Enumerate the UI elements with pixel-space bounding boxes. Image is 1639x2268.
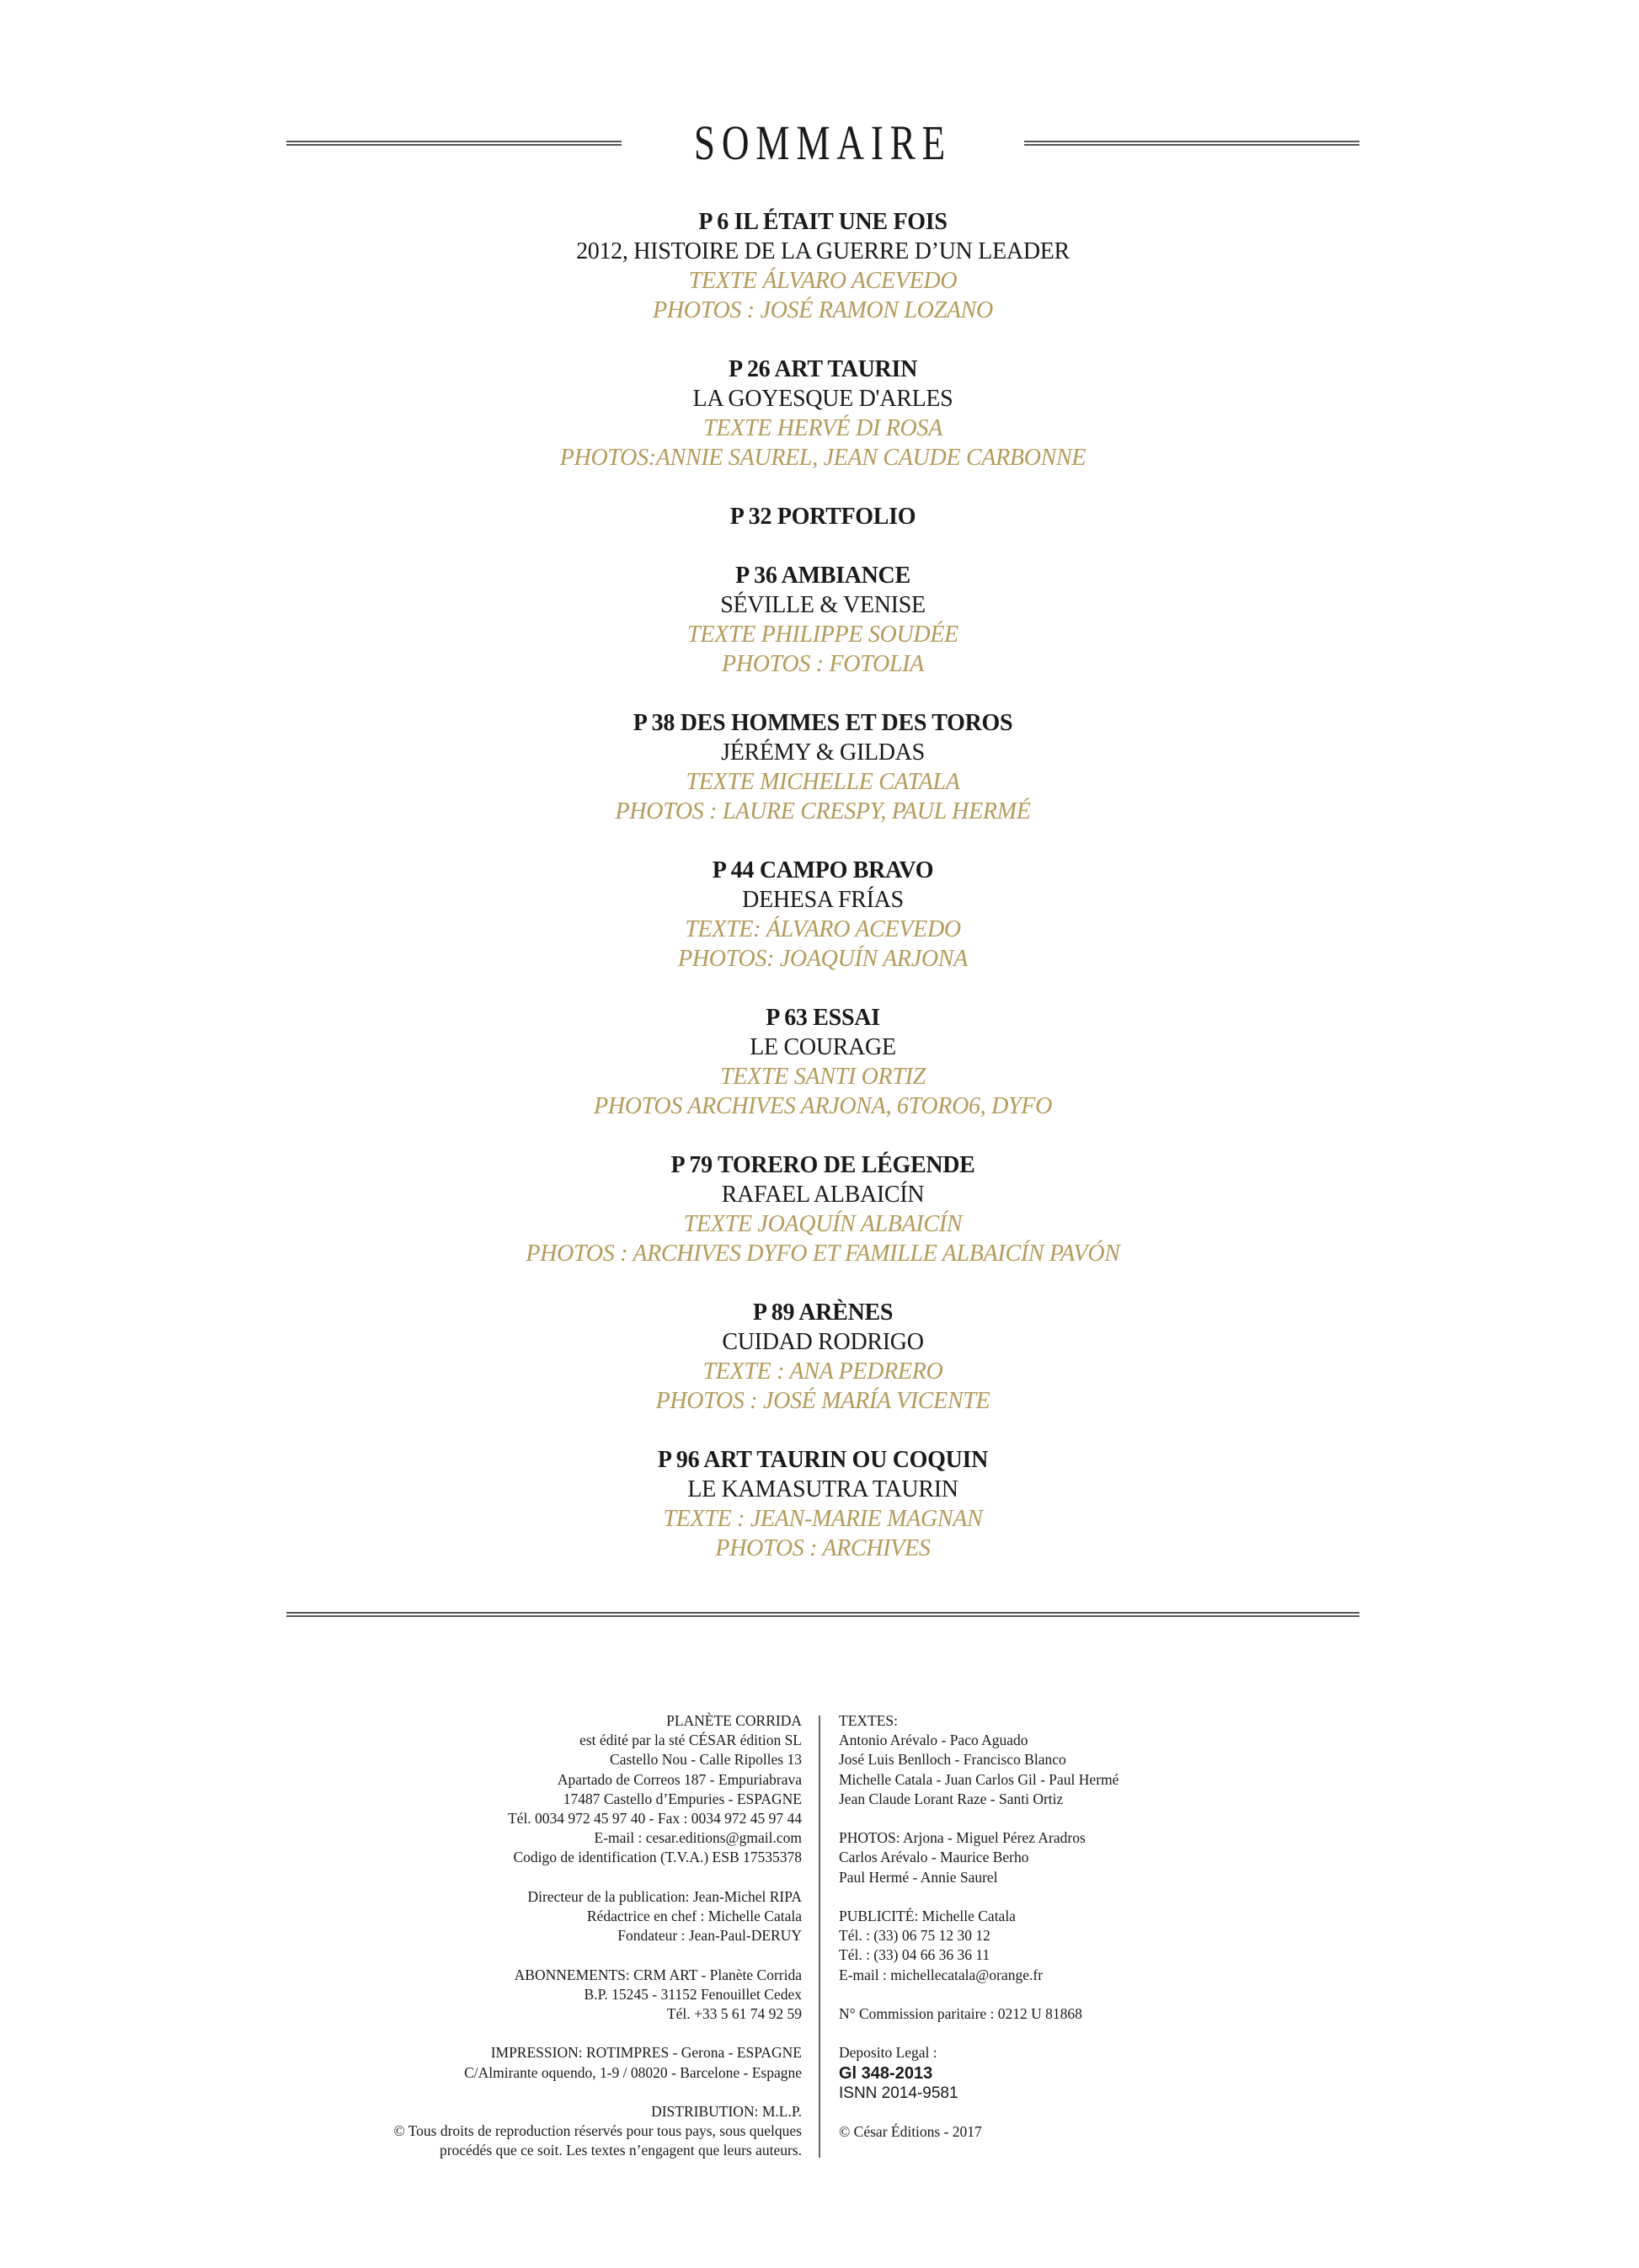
editor-line: Rédactrice en chef : Michelle Catala bbox=[586, 1908, 802, 1925]
address-line: 17487 Castello d’Empuries - ESPAGNE bbox=[563, 1790, 802, 1807]
texts-authors: José Luis Benlloch - Francisco Blanco bbox=[839, 1751, 1066, 1769]
toc-heading: P 44 CAMPO BRAVO bbox=[712, 857, 934, 883]
founder-line: Fondateur : Jean-Paul-DERUY bbox=[617, 1927, 802, 1945]
phone-fax-line: Tél. 0034 972 45 97 40 - Fax : 0034 972 45 97 44 bbox=[507, 1810, 802, 1828]
email-line: E-mail : cesar.editions@gmail.com bbox=[594, 1829, 802, 1847]
texts-authors: Antonio Arévalo - Paco Aguado bbox=[839, 1732, 1028, 1749]
toc-credit-text: TEXTE ÁLVARO ACEVEDO bbox=[688, 268, 958, 294]
texts-authors: Michelle Catala - Juan Carlos Gil - Paul Hermé bbox=[839, 1770, 1119, 1788]
toc-heading: P 36 AMBIANCE bbox=[735, 563, 910, 589]
advertising-contact: PUBLICITÉ: Michelle Catala bbox=[839, 1908, 1016, 1924]
toc-credit-photos: PHOTOS : JOSÉ RAMON LOZANO bbox=[653, 297, 993, 323]
printing-address: C/Almirante oquendo, 1-9 / 08020 - Barcelone - Espagne bbox=[464, 2063, 802, 2081]
page-title: SOMMAIRE bbox=[693, 115, 953, 170]
toc-credit-text: TEXTE PHILIPPE SOUDÉE bbox=[687, 622, 958, 648]
toc-entry bbox=[286, 207, 1359, 325]
toc-credit-text: TEXTE: ÁLVARO ACEVEDO bbox=[685, 916, 961, 942]
toc-credit-text: TEXTE HERVÉ DI ROSA bbox=[703, 415, 942, 441]
toc-subtitle: 2012, HISTOIRE DE LA GUERRE D’UN LEADER bbox=[576, 238, 1070, 264]
toc-credit-photos: PHOTOS : FOTOLIA bbox=[722, 651, 924, 677]
subscriptions-phone: Tél. +33 5 61 74 92 59 bbox=[666, 2005, 802, 2023]
table-of-contents bbox=[286, 207, 1359, 1593]
toc-entry bbox=[286, 856, 1359, 974]
publisher-line: est édité par la sté CÉSAR édition SL bbox=[579, 1732, 802, 1749]
toc-heading: P 6 IL ÉTAIT UNE FOIS bbox=[698, 209, 948, 235]
toc-entry bbox=[286, 502, 1359, 531]
distribution-line: DISTRIBUTION: M.L.P. bbox=[651, 2103, 802, 2120]
toc-subtitle: SÉVILLE & VENISE bbox=[720, 592, 926, 618]
photos-credits: Carlos Arévalo - Maurice Berho bbox=[839, 1849, 1029, 1866]
toc-credit-photos: PHOTOS : ARCHIVES DYFO ET FAMILLE ALBAICÍN PAVÓN bbox=[526, 1241, 1120, 1267]
toc-credit-photos: PHOTOS : LAURE CRESPY, PAUL HERMÉ bbox=[615, 798, 1031, 824]
photos-credits: Paul Hermé - Annie Saurel bbox=[839, 1868, 998, 1886]
copyright-notice: © César Éditions - 2017 bbox=[839, 2122, 982, 2140]
advertising-email: E-mail : michellecatala@orange.fr bbox=[839, 1966, 1044, 1983]
toc-heading: P 79 TORERO DE LÉGENDE bbox=[670, 1152, 975, 1178]
issn-number: ISNN 2014-9581 bbox=[839, 2084, 958, 2102]
toc-entry bbox=[286, 1003, 1359, 1121]
title-rule-right bbox=[1024, 141, 1359, 146]
column-divider bbox=[819, 1716, 820, 2158]
toc-credit-text: TEXTE : ANA PEDRERO bbox=[702, 1358, 943, 1385]
toc-heading: P 32 PORTFOLIO bbox=[729, 504, 916, 530]
texts-authors: Jean Claude Lorant Raze - Santi Ortiz bbox=[839, 1790, 1064, 1807]
rights-notice: procédés que ce soit. Les textes n’engagent que leurs auteurs. bbox=[439, 2142, 802, 2159]
printing-line: IMPRESSION: ROTIMPRES - Gerona - ESPAGNE bbox=[490, 2044, 802, 2062]
photos-credits: PHOTOS: Arjona - Miguel Pérez Aradros bbox=[839, 1829, 1086, 1847]
toc-entry bbox=[286, 1298, 1359, 1416]
vat-line: Codigo de identification (T.V.A.) ESB 17535378 bbox=[513, 1849, 802, 1866]
toc-heading: P 89 ARÈNES bbox=[752, 1299, 894, 1326]
toc-heading: P 26 ART TAURIN bbox=[728, 356, 917, 382]
texts-label: TEXTES: bbox=[839, 1712, 898, 1729]
toc-heading: P 96 ART TAURIN OU COQUIN bbox=[657, 1447, 989, 1473]
toc-credit-photos: PHOTOS : JOSÉ MARÍA VICENTE bbox=[655, 1388, 990, 1414]
toc-credit-text: TEXTE : JEAN-MARIE MAGNAN bbox=[663, 1506, 983, 1532]
toc-heading: P 63 ESSAI bbox=[766, 1005, 880, 1031]
toc-credit-photos: PHOTOS:ANNIE SAUREL, JEAN CAUDE CARBONNE bbox=[559, 445, 1086, 471]
toc-credit-text: TEXTE JOAQUÍN ALBAICÍN bbox=[683, 1211, 963, 1237]
toc-entry bbox=[286, 1150, 1359, 1268]
toc-subtitle: LE COURAGE bbox=[750, 1034, 896, 1060]
deposit-number: Gl 348-2013 bbox=[839, 2063, 933, 2083]
toc-heading: P 38 DES HOMMES ET DES TOROS bbox=[633, 710, 1013, 736]
toc-entry bbox=[286, 708, 1359, 826]
masthead-publisher-column bbox=[330, 1711, 802, 2161]
toc-subtitle: JÉRÉMY & GILDAS bbox=[721, 739, 925, 766]
advertising-phone: Tél. : (33) 06 75 12 30 12 bbox=[839, 1927, 990, 1945]
toc-subtitle: DEHESA FRÍAS bbox=[742, 887, 904, 913]
commission-number: N° Commission paritaire : 0212 U 81868 bbox=[839, 2005, 1082, 2022]
title-row bbox=[286, 109, 1359, 177]
address-line: Apartado de Correos 187 - Empuriabrava bbox=[557, 1770, 802, 1788]
publication-name: PLANÈTE CORRIDA bbox=[666, 1712, 802, 1729]
toc-entry bbox=[286, 561, 1359, 679]
toc-credit-photos: PHOTOS: JOAQUÍN ARJONA bbox=[678, 946, 968, 972]
deposit-label: Deposito Legal : bbox=[839, 2044, 937, 2062]
address-line: Castello Nou - Calle Ripolles 13 bbox=[610, 1751, 802, 1769]
toc-subtitle: LE KAMASUTRA TAURIN bbox=[687, 1476, 958, 1502]
toc-credit-text: TEXTE MICHELLE CATALA bbox=[686, 769, 960, 795]
subscriptions-line: ABONNEMENTS: CRM ART - Planète Corrida bbox=[514, 1966, 802, 1983]
director-line: Directeur de la publication: Jean-Michel RIPA bbox=[527, 1887, 802, 1905]
advertising-phone: Tél. : (33) 04 66 36 36 11 bbox=[839, 1946, 990, 1964]
toc-subtitle: LA GOYESQUE D'ARLES bbox=[692, 386, 953, 412]
toc-subtitle: RAFAEL ALBAICÍN bbox=[721, 1182, 925, 1208]
toc-entry bbox=[286, 1445, 1359, 1563]
toc-credit-text: TEXTE SANTI ORTIZ bbox=[720, 1064, 926, 1090]
toc-subtitle: CUIDAD RODRIGO bbox=[722, 1329, 924, 1355]
subscriptions-address: B.P. 15245 - 31152 Fenouillet Cedex bbox=[584, 1985, 802, 2003]
toc-entry bbox=[286, 355, 1359, 472]
toc-credit-photos: PHOTOS ARCHIVES ARJONA, 6TORO6, DYFO bbox=[593, 1093, 1053, 1119]
masthead-credits-column bbox=[839, 1711, 1260, 2142]
rights-notice: © Tous droits de reproduction réservés pour tous pays, sous quelques bbox=[393, 2122, 802, 2140]
section-divider bbox=[286, 1612, 1359, 1617]
masthead bbox=[286, 1711, 1359, 2166]
toc-credit-photos: PHOTOS : ARCHIVES bbox=[715, 1535, 931, 1561]
